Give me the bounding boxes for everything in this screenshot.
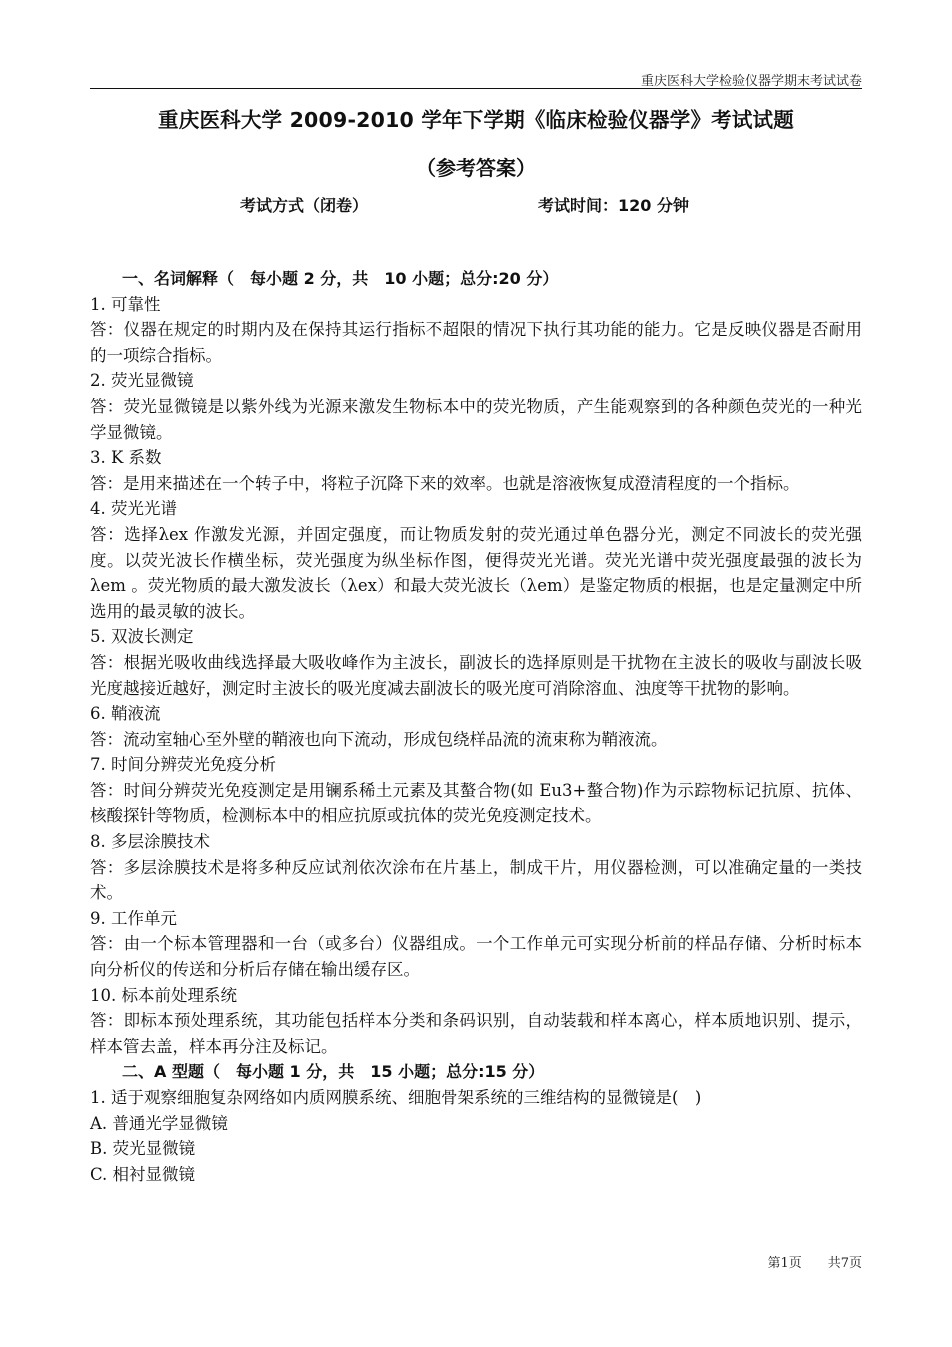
document-title: 重庆医科大学 2009-2010 学年下学期《临床检验仪器学》考试试题 <box>158 108 794 132</box>
exam-content <box>90 266 879 1187</box>
document-subtitle: （参考答案） <box>416 156 536 180</box>
option: B. 荧光显微镜 <box>90 1139 196 1159</box>
term: 10. 标本前处理系统 <box>90 985 237 1005</box>
term: 3. K 系数 <box>90 448 162 468</box>
exam-mode: 考试方式（闭卷） <box>240 196 369 215</box>
term: 9. 工作单元 <box>90 908 177 928</box>
term: 4. 荧光光谱 <box>90 499 177 519</box>
page-number: 第1页 共7页 <box>767 1256 862 1271</box>
section-heading: 二、A 型题（ 每小题 1 分，共 15 小题；总分:15 分） <box>122 1062 545 1082</box>
term: 2. 荧光显微镜 <box>90 371 194 391</box>
answer: 答：根据光吸收曲线选择最大吸收峰作为主波长，副波长的选择原则是干扰物在主波长的吸收与副波长吸光度越接近越好，测定时主波长的吸光度减去副波长的吸光度可消除溶血、浊度等干扰物的影响。 <box>90 652 862 698</box>
section-heading: 一、名词解释（ 每小题 2 分，共 10 小题；总分:20 分） <box>122 269 559 288</box>
term: 6. 鞘液流 <box>90 704 161 724</box>
option: A. 普通光学显微镜 <box>90 1113 228 1133</box>
term: 5. 双波长测定 <box>90 627 194 647</box>
term: 1. 可靠性 <box>90 294 161 314</box>
option: C. 相衬显微镜 <box>90 1164 196 1184</box>
answer: 答：仪器在规定的时期内及在保持其运行指标不超限的情况下执行其功能的能力。它是反映仪器是否耐用的一项综合指标。 <box>90 320 862 365</box>
term: 8. 多层涂膜技术 <box>90 832 210 852</box>
answer: 答：选择λex 作激发光源，并固定强度，而让物质发射的荧光通过单色器分光，测定不同波长的荧光强度。以荧光波长作横坐标，荧光强度为纵坐标作图，便得荧光光谱。荧光光谱中荧光强度最强的波长为 λem 。荧光物质的最大激发波长（λex）和最大荧光波长（λem）是鉴定物质的根据，也是定量测定中所选用的最灵敏的波长。 <box>90 524 879 621</box>
answer: 答：时间分辨荧光免疫测定是用镧系稀土元素及其螯合物(如 Eu3+螯合物)作为示踪物标记抗原、抗体、核酸探针等物质，检测标本中的相应抗原或抗体的荧光免疫测定技术。 <box>90 780 862 826</box>
term: 7. 时间分辨荧光免疫分析 <box>90 755 276 775</box>
answer: 答：多层涂膜技术是将多种反应试剂依次涂布在片基上，制成干片，用仪器检测，可以准确定量的一类技术。 <box>90 857 862 903</box>
header-rule <box>90 88 862 89</box>
answer: 答：流动室轴心至外壁的鞘液也向下流动，形成包绕样品流的流束称为鞘液流。 <box>90 729 668 749</box>
running-header: 重庆医科大学检验仪器学期末考试试卷 <box>640 74 862 89</box>
answer: 答：是用来描述在一个转子中，将粒子沉降下来的效率。也就是溶液恢复成澄清程度的一个指标。 <box>90 473 800 493</box>
answer: 答：即标本预处理系统，其功能包括样本分类和条码识别，自动装载和样本离心，样本质地识别、提示，样本管去盖，样本再分注及标记。 <box>90 1011 862 1056</box>
answer: 答：荧光显微镜是以紫外线为光源来激发生物标本中的荧光物质，产生能观察到的各种颜色荧光的一种光学显微镜。 <box>90 396 862 442</box>
exam-time: 考试时间：120 分钟 <box>538 196 689 215</box>
answer: 答：由一个标本管理器和一台（或多台）仪器组成。一个工作单元可实现分析前的样品存储、分析时标本向分析仪的传送和分析后存储在输出缓存区。 <box>90 934 862 980</box>
question: 1. 适于观察细胞复杂网络如内质网膜系统、细胞骨架系统的三维结构的显微镜是( ) <box>90 1088 702 1107</box>
